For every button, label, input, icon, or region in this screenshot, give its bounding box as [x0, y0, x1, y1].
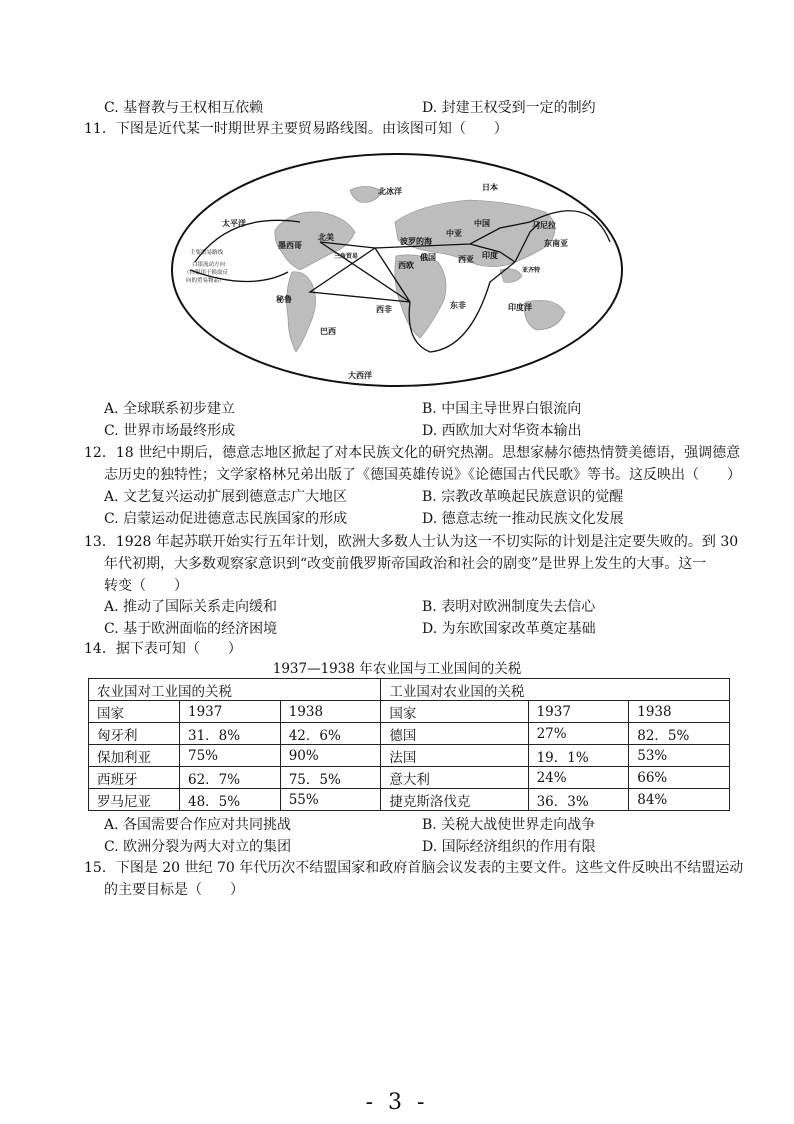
col-label: 1937: [528, 701, 629, 723]
map-label-atlantic: 大西洋: [348, 371, 372, 380]
q13-stem-line-1: 13．1928 年起苏联开始实行五年计划，欧洲大多数人士认为这一不切实际的计划是注定要失败的。到 30: [84, 534, 739, 550]
map-legend-note-2: 向的贸易物品）: [186, 278, 225, 284]
map-legend-silver: 白银流动方向: [192, 262, 226, 268]
q13-option-a: A. 推动了国际关系走向缓和: [104, 599, 278, 615]
table-cell: 53%: [629, 745, 730, 767]
q11-stem: 11．下图是近代某一时期世界主要贸易路线图。由该图可知（ ）: [84, 121, 508, 137]
map-legend-route: 主要贸易路线: [190, 250, 224, 256]
right-section-header: 工业国对农业国的关税: [381, 679, 730, 701]
table-row: [89, 745, 730, 767]
table-cell: 27%: [528, 723, 629, 745]
q11-option-d: D. 西欧加大对华资本输出: [422, 423, 582, 439]
q13-option-b: B. 表明对欧洲制度失去信心: [422, 599, 596, 615]
q14-table-title: 1937—1938 年农业国与工业国间的关税: [272, 661, 522, 677]
table-cell: 75．5%: [280, 767, 381, 789]
q11-option-c: C. 世界市场最终形成: [104, 423, 236, 439]
col-label: 1938: [629, 701, 730, 723]
map-label-brazil: 巴西: [320, 327, 336, 336]
table-cell: 55%: [280, 789, 381, 811]
map-label-central-asia: 中亚: [446, 229, 462, 238]
table-cell: 法国: [381, 745, 528, 767]
map-label-india: 印度: [482, 251, 498, 260]
tariff-table: [88, 678, 730, 811]
table-cell: 48．5%: [180, 789, 281, 811]
map-label-west-africa: 西非: [376, 305, 392, 314]
col-label: 1938: [280, 701, 381, 723]
q13-stem-line-2: 年代初期，大多数观察家意识到“改变前俄罗斯帝国政治和社会的剧变”是世界上发生的大事。这一: [104, 556, 707, 572]
table-cell: 西班牙: [89, 767, 180, 789]
map-label-japan: 日本: [482, 183, 498, 192]
table-row: [89, 767, 730, 789]
map-label-java: 亚齐特: [522, 267, 541, 274]
q13-option-d: D. 为东欧国家改革奠定基础: [422, 621, 596, 637]
q12-stem-line-2: 志历史的独特性；文学家格林兄弟出版了《德国英雄传说》《论德国古代民歌》等书。这反映出（ ）: [104, 467, 741, 483]
left-section-header: 农业国对工业国的关税: [89, 679, 381, 701]
map-label-peru: 秘鲁: [276, 295, 292, 304]
q10-option-d: D. 封建王权受到一定的制约: [422, 100, 596, 116]
map-label-baltic: 波罗的海: [400, 237, 432, 246]
q14-option-b: B. 关税大战使世界走向战争: [422, 817, 596, 833]
table-cell: 匈牙利: [89, 723, 180, 745]
table-cell: 42．6%: [280, 723, 381, 745]
q12-option-d: D. 德意志统一推动民族文化发展: [422, 511, 624, 527]
map-label-east-africa: 东非: [450, 301, 466, 310]
table-cell: 84%: [629, 789, 730, 811]
table-cell: 75%: [180, 745, 281, 767]
q15-stem-line-1: 15．下图是 20 世纪 70 年代历次不结盟国家和政府首脑会议发表的主要文件。这些文件反映出不结盟运动: [84, 860, 744, 876]
map-label-north-america: 北美: [318, 233, 334, 242]
table-cell: 36．3%: [528, 789, 629, 811]
table-header-row: [89, 679, 730, 701]
map-label-arctic: 北冰洋: [378, 187, 402, 196]
table-column-label-row: [89, 701, 730, 723]
map-label-russia: 俄国: [420, 253, 436, 262]
table-cell: 保加利亚: [89, 745, 180, 767]
map-label-west-asia: 西亚: [458, 255, 474, 264]
map-label-china: 中国: [474, 219, 490, 228]
col-label: 国家: [89, 701, 180, 723]
map-label-manila: 马尼拉: [532, 221, 556, 230]
q13-stem-line-3: 转变（ ）: [104, 578, 188, 594]
q14-option-a: A. 各国需要合作应对共同挑战: [104, 817, 292, 833]
q11-option-b: B. 中国主导世界白银流向: [422, 401, 582, 417]
q11-option-a: A. 全球联系初步建立: [104, 401, 236, 417]
table-cell: 意大利: [381, 767, 528, 789]
map-label-indian: 印度洋: [508, 303, 532, 312]
col-label: 国家: [381, 701, 528, 723]
q14-option-d: D. 国际经济组织的作用有限: [422, 839, 596, 855]
q14-stem: 14．据下表可知（ ）: [84, 641, 242, 657]
q13-option-c: C. 基于欧洲面临的经济困境: [104, 621, 278, 637]
map-label-mexico: 墨西哥: [278, 241, 302, 250]
map-label-west-europe: 西欧: [398, 261, 414, 270]
table-cell: 19．1%: [528, 745, 629, 767]
world-trade-route-map: [170, 152, 624, 388]
table-cell: 62．7%: [180, 767, 281, 789]
q15-stem-line-2: 的主要目标是（ ）: [104, 882, 244, 898]
table-cell: 24%: [528, 767, 629, 789]
table-cell: 31．8%: [180, 723, 281, 745]
table-cell: 罗马尼亚: [89, 789, 180, 811]
page-number: - 3 -: [365, 1090, 429, 1115]
table-cell: 90%: [280, 745, 381, 767]
q14-option-c: C. 欧洲分裂为两大对立的集团: [104, 839, 292, 855]
table-row: [89, 723, 730, 745]
table-cell: 德国: [381, 723, 528, 745]
q12-stem-line-1: 12．18 世纪中期后，德意志地区掀起了对本民族文化的研究热潮。思想家赫尔德热情赞美德语，强调德意: [84, 445, 741, 461]
map-label-pacific: 太平洋: [222, 219, 246, 228]
table-cell: 捷克斯洛伐克: [381, 789, 528, 811]
table-row: [89, 789, 730, 811]
table-cell: 82．5%: [629, 723, 730, 745]
q12-option-c: C. 启蒙运动促进德意志民族国家的形成: [104, 511, 348, 527]
q12-option-a: A. 文艺复兴运动扩展到德意志广大地区: [104, 489, 348, 505]
map-legend-note-1: （白银用于换取反: [184, 270, 229, 276]
q12-option-b: B. 宗教改革唤起民族意识的觉醒: [422, 489, 624, 505]
map-label-triangle: 三角贸易: [334, 253, 359, 260]
map-label-se-asia: 东南亚: [544, 239, 568, 248]
col-label: 1937: [180, 701, 281, 723]
table-cell: 66%: [629, 767, 730, 789]
q10-option-c: C. 基督教与王权相互依赖: [104, 100, 264, 116]
